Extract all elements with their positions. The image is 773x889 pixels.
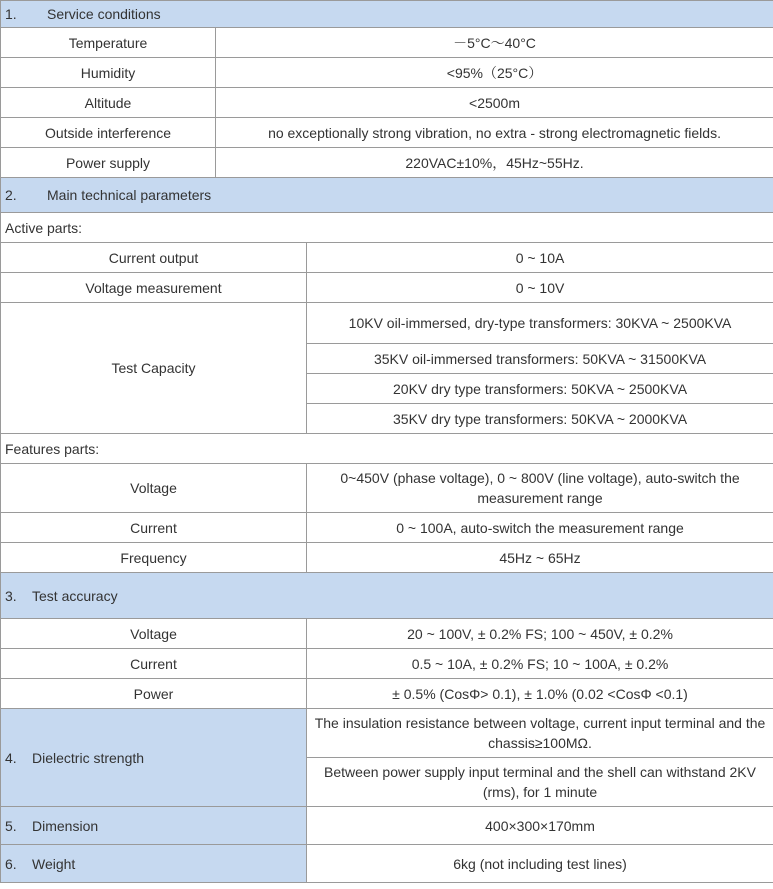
row-label: Frequency	[1, 543, 307, 573]
row-value: <95%（25°C）	[216, 58, 773, 88]
table-row	[1, 58, 773, 88]
row-label: Voltage measurement	[1, 273, 307, 303]
section-title: Dielectric strength	[32, 749, 145, 766]
row-value: 220VAC±10%，45Hz~55Hz.	[216, 148, 773, 178]
row-value: 0~450V (phase voltage), 0 ~ 800V (line voltage), auto-switch the measurement range	[307, 464, 773, 513]
table-row	[1, 845, 773, 883]
table-row	[1, 118, 773, 148]
row-value: 400×300×170mm	[307, 807, 773, 845]
row-label: Current	[1, 513, 307, 543]
table-row	[1, 649, 773, 679]
active-parts-label: Active parts:	[1, 213, 773, 243]
table-row	[1, 464, 773, 513]
row-label: Humidity	[1, 58, 216, 88]
row-label: Voltage	[1, 464, 307, 513]
section-header-main	[1, 178, 773, 213]
section-header-dielectric	[1, 709, 307, 807]
section-number: 4.	[5, 749, 17, 766]
table-row	[1, 807, 773, 845]
row-value: 45Hz ~ 65Hz	[307, 543, 773, 573]
row-value: 6kg (not including test lines)	[307, 845, 773, 883]
section-number: 3.	[5, 587, 17, 604]
row-value: 0 ~ 10A	[307, 243, 773, 273]
row-value: Between power supply input terminal and the shell can withstand 2KV (rms), for 1 minute	[307, 758, 773, 807]
section-number: 2.	[5, 187, 17, 203]
table-row	[1, 303, 773, 344]
features-parts-label: Features parts:	[1, 434, 773, 464]
row-label: Altitude	[1, 88, 216, 118]
section-number: 1.	[5, 6, 17, 22]
table-row	[1, 243, 773, 273]
row-value: －5°C～40°C	[216, 28, 773, 58]
table-row	[1, 619, 773, 649]
subsection-label-row	[1, 213, 773, 243]
table-row	[1, 28, 773, 58]
row-label: Voltage	[1, 619, 307, 649]
section-title: Weight	[32, 855, 76, 872]
row-label: Temperature	[1, 28, 216, 58]
row-value: 10KV oil-immersed, dry-type transformers: 30KVA ~ 2500KVA	[307, 303, 773, 344]
section-title: Dimension	[32, 817, 99, 834]
subsection-label-row	[1, 434, 773, 464]
row-label: Power supply	[1, 148, 216, 178]
row-label: Outside interference	[1, 118, 216, 148]
row-label: Current	[1, 649, 307, 679]
section-title: Main technical parameters	[47, 187, 212, 203]
table-row	[1, 513, 773, 543]
row-value: 20KV dry type transformers: 50KVA ~ 2500KVA	[307, 374, 773, 404]
section-number: 6.	[5, 855, 17, 872]
row-label: Power	[1, 679, 307, 709]
row-value: <2500m	[216, 88, 773, 118]
row-value: 0 ~ 10V	[307, 273, 773, 303]
section-number: 5.	[5, 817, 17, 834]
table-row	[1, 679, 773, 709]
section-header-dimension	[1, 807, 307, 845]
row-value: ± 0.5% (CosΦ> 0.1), ± 1.0% (0.02 <CosΦ <0.1)	[307, 679, 773, 709]
section-header-weight	[1, 845, 307, 883]
row-value: The insulation resistance between voltage, current input terminal and the chassis≥100MΩ.	[307, 709, 773, 758]
table-row	[1, 709, 773, 758]
section-header-service	[1, 1, 773, 28]
row-label: Current output	[1, 243, 307, 273]
table-row	[1, 148, 773, 178]
section-title: Service conditions	[47, 6, 161, 22]
row-value: 0 ~ 100A, auto-switch the measurement range	[307, 513, 773, 543]
test-capacity-label: Test Capacity	[1, 303, 307, 434]
section-title: Test accuracy	[32, 587, 118, 604]
row-value: 35KV oil-immersed transformers: 50KVA ~ 31500KVA	[307, 344, 773, 374]
row-value: 35KV dry type transformers: 50KVA ~ 2000KVA	[307, 404, 773, 434]
table-row	[1, 543, 773, 573]
row-value: 0.5 ~ 10A, ± 0.2% FS; 10 ~ 100A, ± 0.2%	[307, 649, 773, 679]
table-row	[1, 273, 773, 303]
table-row	[1, 88, 773, 118]
row-value: 20 ~ 100V, ± 0.2% FS; 100 ~ 450V, ± 0.2%	[307, 619, 773, 649]
row-value: no exceptionally strong vibration, no extra - strong electromagnetic fields.	[216, 118, 773, 148]
section-header-accuracy	[1, 573, 773, 619]
